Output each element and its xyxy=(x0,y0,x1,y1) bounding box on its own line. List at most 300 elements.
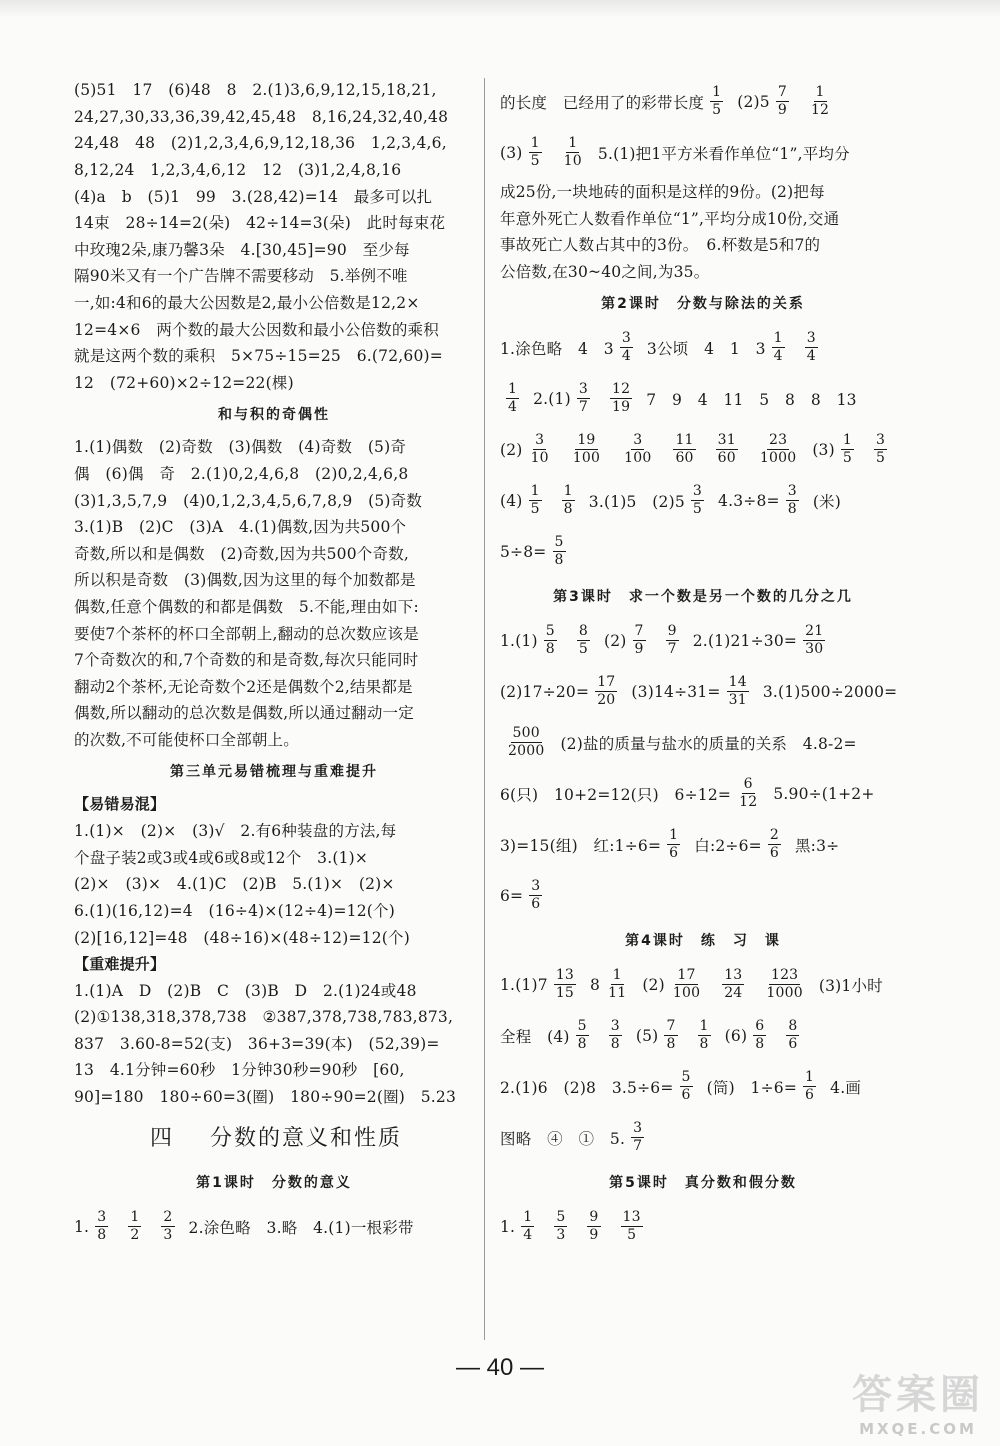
fraction xyxy=(609,1019,622,1052)
answer-line xyxy=(74,897,474,924)
text-segment: 3.(1)B (2)C (3)A 4.(1)偶数,因为共500个 xyxy=(74,518,407,537)
text-segment: 7个奇数次的和,7个奇数的和是奇数,每次只能同时 xyxy=(74,651,419,670)
fraction-numerator: 5 xyxy=(545,623,555,640)
fraction-denominator: 60 xyxy=(675,450,694,467)
text-segment: 6.(1)(16,12)=4 (16÷4)×(12÷4)=12(个) xyxy=(74,901,395,920)
fraction-denominator: 5 xyxy=(530,153,540,169)
text-segment: 第1课时 分数的意义 xyxy=(196,1175,352,1192)
text-segment: 黑:3÷ xyxy=(794,836,840,855)
section-heading xyxy=(500,1163,906,1201)
answer-line xyxy=(74,699,474,726)
fraction-numerator: 8 xyxy=(788,1018,798,1035)
fraction xyxy=(554,968,576,1001)
fraction-numerator: 13 xyxy=(622,1209,641,1226)
fraction-denominator: 5 xyxy=(578,641,588,658)
text-segment: (3)1,3,5,7,9 (4)0,1,2,3,4,5,6,7,8,9 (5)奇数 xyxy=(74,491,423,510)
fraction-denominator: 4 xyxy=(806,348,816,365)
answer-line xyxy=(74,566,474,593)
fraction-denominator: 60 xyxy=(717,450,736,467)
fraction-denominator: 6 xyxy=(805,1087,815,1104)
fraction-numerator: 6 xyxy=(755,1018,765,1035)
fraction-denominator: 10 xyxy=(563,153,582,169)
text-segment: 第3课时 求一个数是另一个数的几分之几 xyxy=(553,589,853,606)
subsection-label xyxy=(74,790,474,817)
fraction-numerator: 1 xyxy=(805,1069,815,1086)
fraction-denominator: 8 xyxy=(699,1036,709,1053)
answer-line xyxy=(500,322,906,373)
text-segment: 偶数,所以翻动的总次数是偶数,所以通过翻动一定 xyxy=(74,704,414,723)
answer-line xyxy=(74,369,474,396)
answer-line xyxy=(500,959,906,1010)
fraction xyxy=(841,433,854,466)
fraction-numerator: 3 xyxy=(578,381,588,398)
section-heading xyxy=(74,395,474,433)
answer-line xyxy=(74,843,474,870)
text-segment: 分数的意义和性质 xyxy=(210,1125,403,1151)
fraction-numerator: 3 xyxy=(531,878,541,895)
fraction-denominator: 5 xyxy=(842,450,852,467)
fraction xyxy=(805,331,818,364)
text-segment: (2) xyxy=(500,440,523,459)
text-segment: (筒) 1÷6= xyxy=(706,1078,798,1097)
text-segment: 所以积是奇数 (3)偶数,因为这里的每个加数都是 xyxy=(74,571,416,590)
fraction-numerator: 3 xyxy=(633,1120,643,1137)
answer-line xyxy=(500,178,906,205)
text-segment: (3) xyxy=(500,143,523,162)
text-segment: 8,12,24 1,2,3,4,6,12 12 (3)1,2,4,8,16 xyxy=(74,161,402,180)
fraction-numerator: 5 xyxy=(556,1209,566,1226)
fraction-denominator: 6 xyxy=(681,1087,691,1104)
answer-line xyxy=(74,1083,474,1110)
fraction xyxy=(680,1070,693,1103)
text-segment: 2.(1)6 (2)8 3.5÷6= xyxy=(500,1078,674,1097)
fraction xyxy=(716,433,738,466)
fraction-denominator: 4 xyxy=(621,348,631,365)
fraction-numerator: 17 xyxy=(597,674,616,691)
fraction-denominator: 100 xyxy=(572,450,601,467)
fraction-numerator: 1 xyxy=(842,432,852,449)
answer-line xyxy=(500,819,906,870)
fraction-numerator: 3 xyxy=(621,330,631,347)
answer-line xyxy=(74,433,474,460)
text-segment: 2.(1)21÷30= xyxy=(692,631,798,650)
text-segment: 3公顷 4 1 3 xyxy=(646,339,766,358)
answer-line xyxy=(500,1112,906,1163)
fraction-numerator: 1 xyxy=(773,330,783,347)
text-segment: 1.(1) xyxy=(500,631,538,650)
fraction-numerator: 5 xyxy=(554,534,564,551)
fraction-numerator: 3 xyxy=(633,432,643,449)
fraction-denominator: 9 xyxy=(634,641,644,658)
fraction-denominator: 4 xyxy=(508,399,518,416)
fraction xyxy=(809,85,831,118)
fraction xyxy=(758,433,798,466)
answer-line xyxy=(500,1061,906,1112)
fraction-denominator: 30 xyxy=(805,641,824,658)
answer-line xyxy=(74,460,474,487)
fraction xyxy=(776,85,789,118)
fraction-numerator: 12 xyxy=(611,381,631,398)
text-segment: 事故死亡人数占其中的3份。 6.杯数是5和7的 xyxy=(500,236,821,255)
text-segment: (3) xyxy=(812,440,835,459)
fraction-numerator: 1 xyxy=(563,483,573,500)
fraction xyxy=(128,1210,141,1243)
answer-line xyxy=(74,486,474,513)
fraction xyxy=(529,136,542,169)
fraction-denominator: 20 xyxy=(597,692,616,709)
answer-line xyxy=(500,258,906,285)
fraction xyxy=(803,1070,816,1103)
fraction-numerator: 1 xyxy=(530,135,540,151)
answer-line xyxy=(74,315,474,342)
answer-line xyxy=(500,1201,906,1252)
text-segment: (3)14÷31= xyxy=(631,682,721,701)
answer-line xyxy=(74,817,474,844)
text-segment: 5.(1)把1平方米看作单位“1”,平均分 xyxy=(597,144,850,163)
text-segment: (3)1小时 xyxy=(818,976,883,995)
text-segment: 1.(1)7 xyxy=(500,975,548,994)
text-segment: 14束 28÷14=2(朵) 42÷14=3(朵) 此时每束花 xyxy=(74,214,446,233)
fraction-numerator: 1 xyxy=(508,381,518,398)
text-segment: (5)51 17 (6)48 8 2.(1)3,6,9,12,15,18,21, xyxy=(74,81,437,100)
fraction xyxy=(764,968,804,1001)
fraction xyxy=(710,85,723,118)
fraction xyxy=(554,1210,567,1243)
text-segment: 图略 ④ ① 5. xyxy=(500,1129,626,1148)
fraction xyxy=(666,624,679,657)
answer-line xyxy=(74,513,474,540)
fraction-numerator: 21 xyxy=(805,623,824,640)
text-segment: 90]=180 180÷60=3(圈) 180÷90=2(圈) 5.23 xyxy=(74,1088,457,1107)
fraction-numerator: 7 xyxy=(666,1018,676,1035)
text-segment: 第三单元易错梳理与重难提升 xyxy=(170,764,378,781)
fraction-numerator: 19 xyxy=(577,432,596,449)
right-column xyxy=(500,76,906,1252)
answer-line xyxy=(74,870,474,897)
text-segment: (5) xyxy=(635,1026,659,1045)
text-segment: (2)17÷20= xyxy=(500,682,590,701)
fraction-numerator: 1 xyxy=(612,967,622,984)
fraction-denominator: 6 xyxy=(669,845,679,862)
fraction xyxy=(571,433,602,466)
text-segment: 就是这两个数的乘积 5×75÷15=25 6.(72,60)= xyxy=(74,347,443,366)
fraction-numerator: 1 xyxy=(130,1209,140,1226)
text-segment: 2.(1) xyxy=(533,389,571,408)
text-segment: (4)a b (5)1 99 3.(28,42)=14 最多可以扎 xyxy=(74,187,433,206)
fraction xyxy=(521,1210,534,1243)
answer-line xyxy=(500,615,906,666)
fraction xyxy=(671,968,702,1001)
text-segment: 中玫瑰2朵,康乃馨3朵 4.[30,45]=90 至少每 xyxy=(74,240,410,259)
text-segment: 要使7个茶杯的杯口全部朝上,翻动的总次数应该是 xyxy=(74,624,419,643)
fraction xyxy=(529,433,551,466)
fraction xyxy=(631,1121,644,1154)
text-segment: 24,27,30,33,36,39,42,45,48 8,16,24,32,40,48 xyxy=(74,107,449,126)
left-column xyxy=(74,76,474,1252)
answer-line xyxy=(74,672,474,699)
text-segment: (2)5 xyxy=(737,92,770,111)
answer-line xyxy=(74,76,474,103)
text-segment: 6(只) 10+2=12(只) 6÷12= xyxy=(500,785,732,804)
fraction xyxy=(576,1019,589,1052)
fraction-denominator: 2000 xyxy=(508,743,545,760)
fraction-numerator: 7 xyxy=(634,623,644,640)
fraction-numerator: 3 xyxy=(610,1018,620,1035)
text-segment: (2) xyxy=(603,631,627,650)
fraction-denominator: 19 xyxy=(611,399,631,416)
fraction xyxy=(786,484,799,517)
fraction-numerator: 1 xyxy=(815,84,825,100)
fraction-denominator: 8 xyxy=(554,552,564,569)
answer-line xyxy=(74,156,474,183)
text-segment: 2.涂色略 3.略 4.(1)一根彩带 xyxy=(188,1218,414,1237)
text-segment: (2)[16,12]=48 (48÷16)×(48÷12)=12(个) xyxy=(74,928,410,947)
text-segment: 一,如:4和6的最大公因数是2,最小公倍数是12,2× xyxy=(74,294,420,313)
fraction-numerator: 2 xyxy=(163,1209,173,1226)
answer-line xyxy=(74,593,474,620)
column-divider xyxy=(484,78,485,1340)
fraction-denominator: 8 xyxy=(610,1036,620,1053)
text-segment: 7 9 4 11 5 8 8 13 xyxy=(646,390,857,409)
page-number: — 40 — xyxy=(455,1354,545,1381)
answer-line xyxy=(74,289,474,316)
fraction-numerator: 3 xyxy=(787,483,797,500)
text-segment: 【易错易混】 xyxy=(74,795,166,814)
answer-line xyxy=(500,205,906,232)
fraction-denominator: 12 xyxy=(739,794,758,811)
fraction-denominator: 5 xyxy=(692,501,703,518)
fraction-numerator: 3 xyxy=(875,432,886,449)
fraction-numerator: 8 xyxy=(578,623,588,640)
fraction xyxy=(161,1210,174,1243)
answer-line xyxy=(74,726,474,753)
text-segment: 1.(1)× (2)× (3)√ 2.有6种装盘的方法,每 xyxy=(74,822,397,841)
fraction-denominator: 24 xyxy=(724,985,743,1002)
text-segment: 第2课时 分数与除法的关系 xyxy=(601,296,805,313)
fraction-denominator: 3 xyxy=(163,1227,173,1244)
text-segment: 5.90÷(1+2+ xyxy=(773,784,875,803)
answer-line xyxy=(500,76,906,127)
fraction xyxy=(606,968,628,1001)
fraction-denominator: 10 xyxy=(530,450,549,467)
fraction-denominator: 11 xyxy=(608,985,627,1002)
fraction-denominator: 8 xyxy=(97,1227,107,1244)
section-heading xyxy=(74,752,474,790)
text-segment: 13 4.1分钟=60秒 1分钟30秒=90秒 [60, xyxy=(74,1061,405,1080)
fraction xyxy=(874,433,887,466)
fraction-denominator: 8 xyxy=(577,1036,587,1053)
fraction-denominator: 7 xyxy=(578,399,588,416)
text-segment: 第5课时 真分数和假分数 xyxy=(609,1175,797,1192)
text-segment: (2)× (3)× 4.(1)C (2)B 5.(1)× (2)× xyxy=(74,875,395,894)
section-heading xyxy=(500,577,906,615)
fraction xyxy=(727,675,749,708)
fraction xyxy=(529,879,542,912)
answer-line xyxy=(74,262,474,289)
answer-line xyxy=(74,182,474,209)
answer-line xyxy=(74,236,474,263)
text-segment: 3)=15(组) 红:1÷6= xyxy=(500,836,662,855)
text-segment: 1.(1)A D (2)B C (3)B D 2.(1)24或48 xyxy=(74,981,417,1000)
text-segment: 1.(1)偶数 (2)奇数 (3)偶数 (4)奇数 (5)奇 xyxy=(74,438,407,457)
answer-line xyxy=(74,1056,474,1083)
fraction-numerator: 5 xyxy=(681,1069,691,1086)
fraction-numerator: 123 xyxy=(770,967,799,984)
fraction xyxy=(673,433,695,466)
fraction-denominator: 1000 xyxy=(766,985,803,1002)
answer-line xyxy=(500,526,906,577)
fraction xyxy=(664,1019,677,1052)
answer-line xyxy=(74,209,474,236)
watermark-logo-text: 答案圈 xyxy=(852,1372,984,1418)
text-segment: 年意外死亡人数看作单位“1”,平均分成10份,交通 xyxy=(500,209,840,228)
fraction xyxy=(610,382,632,415)
fraction-denominator: 100 xyxy=(624,450,652,467)
fraction-numerator: 9 xyxy=(667,623,677,640)
fraction xyxy=(722,968,744,1001)
text-segment: 的长度 已经用了的彩带长度 xyxy=(500,93,705,112)
answer-line xyxy=(74,1201,474,1252)
text-segment: 个盘子装2或3或4或6或8或12个 3.(1)× xyxy=(74,848,369,867)
fraction xyxy=(577,382,590,415)
answer-line xyxy=(74,976,474,1003)
fraction xyxy=(95,1210,108,1243)
fraction-numerator: 9 xyxy=(589,1209,599,1226)
fraction-numerator: 1 xyxy=(712,84,722,100)
fraction xyxy=(562,136,584,169)
fraction-denominator: 4 xyxy=(773,348,783,365)
fraction-denominator: 5 xyxy=(530,501,540,518)
fraction-numerator: 3 xyxy=(97,1209,107,1226)
fraction-numerator: 1 xyxy=(530,483,540,500)
text-segment: 隔90米又有一个广告牌不需要移动 5.举例不唯 xyxy=(74,267,408,286)
fraction-denominator: 8 xyxy=(563,501,573,518)
fraction-numerator: 1 xyxy=(699,1018,709,1035)
fraction-numerator: 23 xyxy=(768,432,788,449)
fraction-denominator: 8 xyxy=(787,501,797,518)
text-segment: (米) xyxy=(812,492,842,511)
fraction-denominator: 9 xyxy=(777,102,787,118)
answer-line xyxy=(500,717,906,768)
answer-line xyxy=(500,475,906,526)
fraction xyxy=(529,484,542,517)
fraction-denominator: 7 xyxy=(667,641,677,658)
fraction xyxy=(691,484,704,517)
fraction xyxy=(506,726,546,759)
answer-line xyxy=(74,1003,474,1030)
fraction-numerator: 31 xyxy=(717,432,736,449)
text-segment: 3.(1)5 (2)5 xyxy=(588,492,685,511)
chapter-title xyxy=(74,1109,474,1163)
fraction xyxy=(667,828,680,861)
text-segment: 1.涂色略 4 3 xyxy=(500,339,614,358)
fraction-denominator: 12 xyxy=(810,102,830,118)
text-segment: 四 xyxy=(150,1125,175,1151)
fraction-numerator: 1 xyxy=(523,1209,533,1226)
fraction-numerator: 13 xyxy=(555,967,575,984)
text-segment: 翻动2个茶杯,无论奇数个2还是偶数个2,结果都是 xyxy=(74,677,413,696)
fraction-denominator: 100 xyxy=(672,985,701,1002)
fraction-denominator: 4 xyxy=(523,1227,533,1244)
fraction xyxy=(753,1019,766,1052)
fraction-numerator: 1 xyxy=(568,135,578,151)
text-segment: 3.(1)500÷2000= xyxy=(762,682,898,701)
text-segment: 和与积的奇偶性 xyxy=(218,407,330,424)
fraction-denominator: 7 xyxy=(633,1138,643,1155)
text-segment: 6= xyxy=(500,886,524,905)
fraction xyxy=(587,1210,600,1243)
fraction-denominator: 6 xyxy=(788,1036,798,1053)
text-segment: (4) xyxy=(500,491,523,510)
fraction-denominator: 8 xyxy=(545,641,555,658)
text-segment: 偶 (6)偶 奇 2.(1)0,2,4,6,8 (2)0,2,4,6,8 xyxy=(74,465,409,484)
answer-line xyxy=(74,540,474,567)
fraction-denominator: 15 xyxy=(555,985,575,1002)
fraction-numerator: 14 xyxy=(728,674,747,691)
answer-line xyxy=(500,424,906,475)
text-segment: (2)①138,318,378,738 ②387,378,738,783,873, xyxy=(74,1008,454,1027)
text-segment: 1. xyxy=(500,1217,516,1236)
text-segment: 4.3÷8= xyxy=(718,491,780,510)
fraction-denominator: 6 xyxy=(769,845,779,862)
fraction xyxy=(621,1210,643,1243)
answer-line xyxy=(500,127,906,178)
fraction-denominator: 8 xyxy=(666,1036,676,1053)
fraction xyxy=(562,484,575,517)
section-heading xyxy=(500,921,906,959)
fraction-denominator: 2 xyxy=(130,1227,140,1244)
fraction xyxy=(620,331,633,364)
text-segment: 837 3.60-8=52(支) 36+3=39(本) (52,39)= xyxy=(74,1034,440,1053)
text-segment: 的次数,不可能使杯口全部朝上。 xyxy=(74,730,299,749)
text-segment: (6) xyxy=(724,1026,748,1045)
answer-line xyxy=(74,129,474,156)
fraction xyxy=(633,624,646,657)
answer-line xyxy=(74,923,474,950)
fraction xyxy=(544,624,557,657)
answer-line xyxy=(500,870,906,921)
fraction xyxy=(737,777,759,810)
text-segment: 24,48 48 (2)1,2,3,4,6,9,12,18,36 1,2,3,4,6, xyxy=(74,134,447,153)
text-segment: (2)盐的质量与盐水的质量的关系 4.8-2= xyxy=(560,734,857,753)
fraction-numerator: 500 xyxy=(512,725,540,742)
answer-line xyxy=(500,1010,906,1061)
fraction-denominator: 1000 xyxy=(759,450,797,467)
text-segment: 公倍数,在30~40之间,为35。 xyxy=(500,263,710,282)
fraction xyxy=(506,382,519,415)
fraction-numerator: 3 xyxy=(806,330,816,347)
page-top-shadow xyxy=(0,0,1000,18)
fraction-numerator: 6 xyxy=(743,776,753,793)
answer-line xyxy=(500,231,906,258)
text-segment: 成25份,一块地砖的面积是这样的9份。(2)把每 xyxy=(500,183,825,202)
fraction-numerator: 3 xyxy=(692,483,703,500)
section-heading xyxy=(74,1163,474,1201)
text-segment: 白:2÷6= xyxy=(694,836,762,855)
answer-line xyxy=(74,646,474,673)
answer-line xyxy=(500,768,906,819)
text-segment: 全程 (4) xyxy=(500,1027,570,1046)
fraction xyxy=(772,331,785,364)
answer-line xyxy=(74,1030,474,1057)
answer-line xyxy=(500,666,906,717)
fraction-denominator: 31 xyxy=(728,692,747,709)
fraction xyxy=(786,1019,799,1052)
fraction-numerator: 17 xyxy=(677,967,696,984)
text-segment: 偶数,任意个偶数的和都是偶数 5.不能,理由如下: xyxy=(74,597,419,616)
fraction xyxy=(553,535,566,568)
answer-line xyxy=(74,342,474,369)
